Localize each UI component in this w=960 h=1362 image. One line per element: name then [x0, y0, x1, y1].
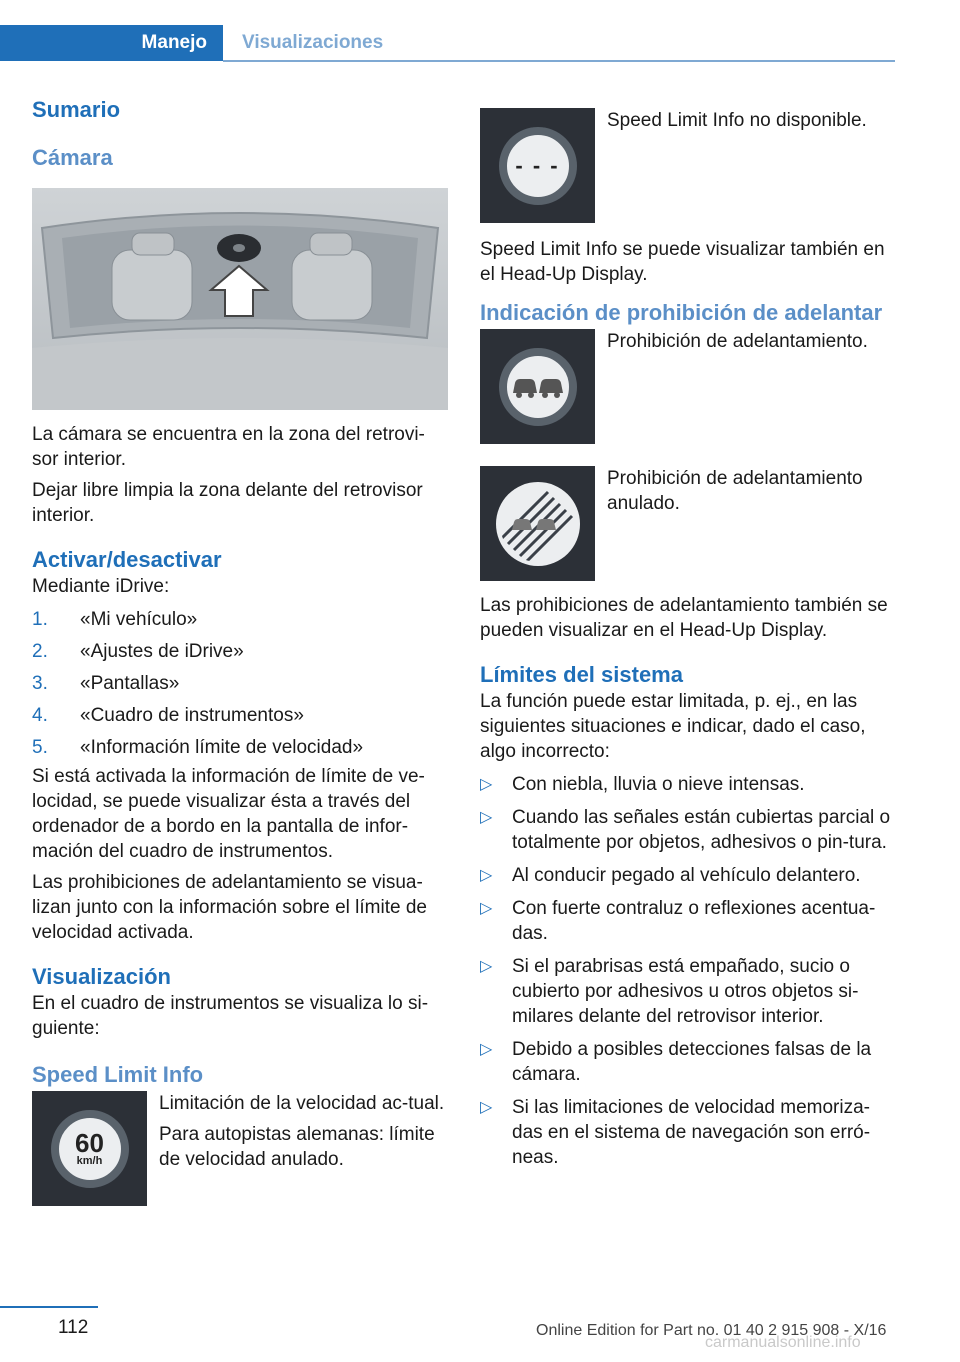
list-item: ▷ Al conducir pegado al vehículo delantero. [480, 865, 861, 886]
footer-rule [0, 1306, 98, 1308]
section-title-limites: Límites del sistema [480, 662, 683, 687]
list-item: ▷ Cuando las señales están cubiertas parcial o totalmente por objetos, adhesivos o pin‐tura. [480, 807, 891, 853]
page-number: 112 [58, 1317, 89, 1338]
speed-limit-unavailable-icon: - - - [480, 108, 595, 223]
activar-intro: Mediante iDrive: [32, 576, 170, 597]
right-column [480, 108, 896, 1178]
camera-photo [32, 188, 448, 410]
section-title-activar: Activar/desactivar [32, 547, 222, 572]
list-item: ▷ Si el parabrisas está empañado, sucio o cubierto por adhesivos u otros objetos si‐milares delante del retrovisor interior. [480, 956, 859, 1027]
left-column [32, 96, 448, 1206]
section-title-visualizacion: Visualización [32, 964, 171, 989]
list-item: ▷ Con niebla, lluvia o nieve intensas. [480, 774, 805, 795]
camara-paragraph-1: La cámara se encuentra en la zona del retrovi‐sor interior. [32, 424, 425, 470]
tab-manejo[interactable]: Manejo [0, 25, 223, 61]
section-title-indicacion: Indicación de prohibición de adelantar [480, 300, 883, 325]
list-item: 5. «Información límite de velocidad» [32, 737, 364, 758]
no-overtaking-end-icon [480, 466, 595, 581]
header-rule [223, 60, 895, 62]
list-item: 4. «Cuadro de instrumentos» [32, 705, 304, 726]
unavailable-text: Speed Limit Info no disponible. [607, 110, 867, 131]
speed-limit-text-2: Para autopistas alemanas: límite de velocidad anulado. [159, 1124, 435, 1170]
section-title-sumario: Sumario [32, 97, 121, 122]
overtake-text: Prohibición de adelantamiento. [607, 331, 868, 352]
no-overtaking-icon [480, 329, 595, 444]
camara-paragraph-2: Dejar libre limpia la zona delante del retrovisor interior. [32, 480, 423, 526]
section-title-speed-limit-info: Speed Limit Info [32, 1062, 204, 1087]
limits-paragraph: La función puede estar limitada, p. ej., en las siguientes situaciones e indicar, dado el caso, algo incorrecto: [480, 691, 866, 762]
list-item: 1. «Mi vehículo» [32, 609, 198, 630]
list-item: ▷ Con fuerte contraluz o reflexiones acentua‐das. [480, 898, 876, 944]
overtake-end-text: Prohibición de adelantamiento anulado. [607, 468, 863, 514]
speed-limit-text-1: Limitación de la velocidad ac‐tual. [159, 1093, 445, 1114]
idrive-steps [32, 607, 448, 760]
list-item: 3. «Pantallas» [32, 673, 180, 694]
limits-list [480, 772, 896, 1170]
overtake-hud-paragraph: Las prohibiciones de adelantamiento también se pueden visualizar en el Head-Up Display. [480, 595, 888, 641]
tab-visualizaciones[interactable]: Visualizaciones [223, 25, 895, 61]
activar-paragraph-1: Si está activada la información de límite de ve‐locidad, se puede visualizar ésta a través del ordenador de a bordo en la pantalla de infor‐mación del cuadro de instrumentos. [32, 766, 425, 862]
list-item: ▷ Si las limitaciones de velocidad memoriza‐das en el sistema de navegación son erró‐neas. [480, 1097, 871, 1168]
list-item: 2. «Ajustes de iDrive» [32, 641, 244, 662]
speed-limit-sign-icon: 60 km/h [32, 1091, 147, 1206]
visualizacion-paragraph: En el cuadro de instrumentos se visualiza lo si‐guiente: [32, 993, 429, 1039]
activar-paragraph-2: Las prohibiciones de adelantamiento se visua‐lizan junto con la información sobre el límite de velocidad activada. [32, 872, 427, 943]
section-title-camara: Cámara [32, 145, 113, 170]
watermark: carmanualsonline.info [705, 1334, 861, 1351]
hud-paragraph: Speed Limit Info se puede visualizar también en el Head-Up Display. [480, 239, 885, 285]
edition-text: Online Edition for Part no. 01 40 2 915 908 - X/16 [536, 1322, 887, 1339]
list-item: ▷ Debido a posibles detecciones falsas de la cámara. [480, 1039, 872, 1085]
